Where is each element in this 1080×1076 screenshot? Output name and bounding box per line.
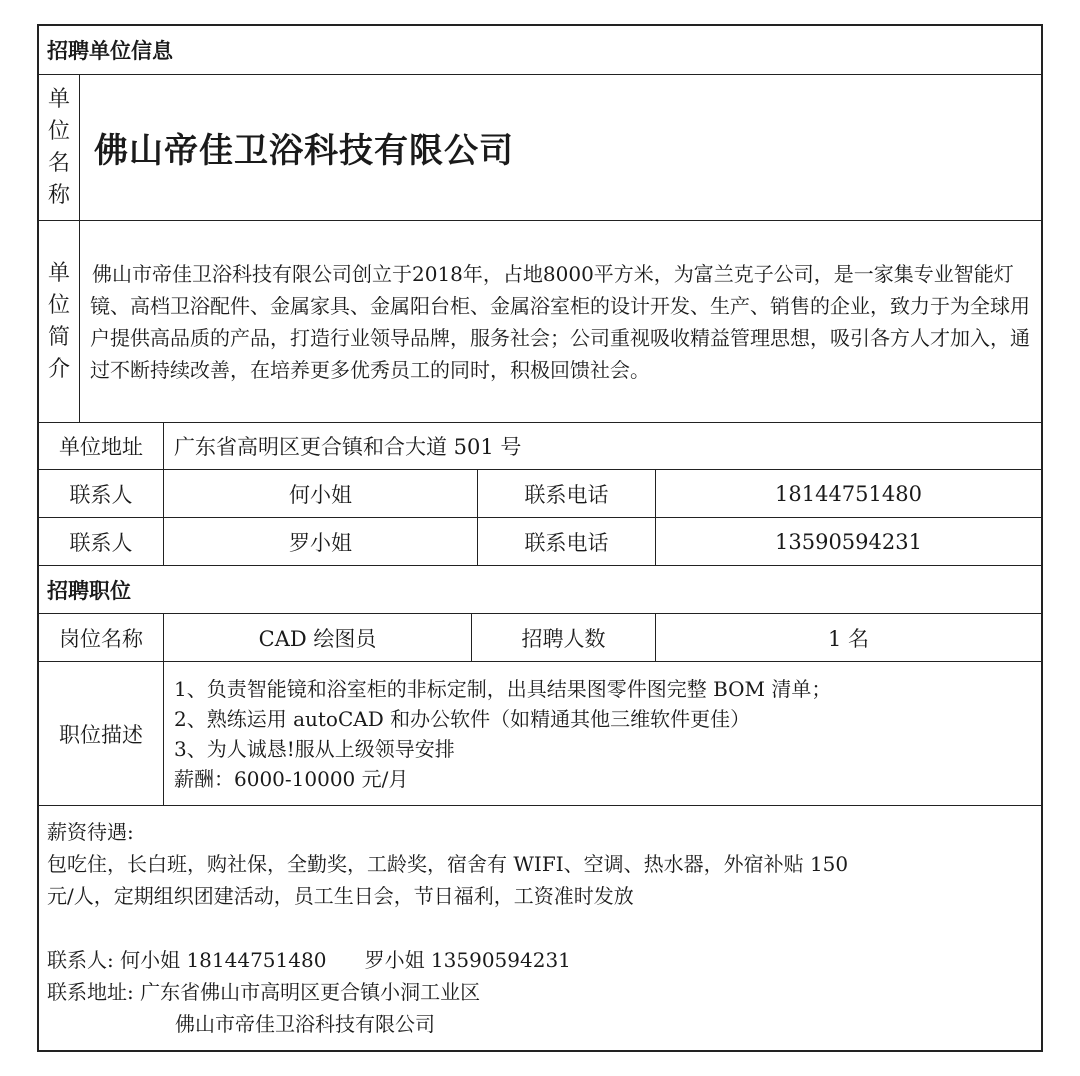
contact-label: 联系人 [69,482,133,507]
contact-name: 何小姐 [163,470,477,517]
contact-phone: 18144751480 [655,470,1041,517]
job-desc-line: 2、熟练运用 autoCAD 和办公软件（如精通其他三维软件更佳） [174,706,751,731]
position-row [39,613,1041,661]
company-name-row [39,74,1041,220]
label-char: 位 [47,118,70,144]
jobs-section-heading: 招聘职位 [47,578,131,603]
position-name-value: CAD 绘图员 [163,614,471,661]
contact-row-2 [39,517,1041,565]
company-intro-cell [79,221,1041,422]
benefits-heading: 薪资待遇: [47,820,134,844]
footer-address: 联系地址: 广东省佛山市高明区更合镇小洞工业区 [47,980,481,1004]
benefits-line: 包吃住，长白班，购社保，全勤奖，工龄奖，宿舍有 WIFI、空调、热水器，外宿补贴 150 [47,852,849,876]
company-name-value: 佛山帝佳卫浴科技有限公司 [79,75,1041,220]
headcount-label: 招聘人数 [471,614,655,661]
label-char: 简 [47,324,70,350]
contact-label: 联系人 [69,530,133,555]
label-char: 位 [47,292,70,318]
label-char: 单 [47,86,70,112]
label-char: 名 [47,150,70,176]
job-desc-line: 1、负责智能镜和浴室柜的非标定制，出具结果图零件图完整 BOM 清单； [174,676,832,701]
contact-phone: 13590594231 [655,518,1041,565]
benefits-line: 元/人，定期组织团建活动，员工生日会，节日福利，工资准时发放 [47,884,634,908]
job-desc-cell [163,662,1041,805]
company-section-row [39,26,1041,74]
salary-line: 薪酬：6000-10000 元/月 [174,766,409,791]
headcount-value: 1 名 [655,614,1041,661]
label-char: 称 [47,182,70,208]
company-intro-row [39,220,1041,422]
address-value: 广东省高明区更合镇和合大道 501 号 [163,423,1041,469]
phone-label: 联系电话 [477,470,655,517]
spacer [47,912,1033,944]
footer-company: 佛山市帝佳卫浴科技有限公司 [175,1012,435,1036]
job-desc-line: 3、为人诚恳!服从上级领导安排 [174,736,455,761]
contact-row-1 [39,469,1041,517]
benefits-block [47,816,1033,1040]
recruitment-form [37,24,1043,1052]
job-desc-list [164,674,831,794]
company-intro-label [39,221,79,422]
job-desc-row [39,661,1041,805]
company-intro-text: 佛山市帝佳卫浴科技有限公司创立于2018年，占地8000平方米，为富兰克子公司，是一家集专业智能灯镜、高档卫浴配件、金属家具、金属阳台柜、金属浴室柜的设计开发、生产、销售的企业，致力于为全球用户提供高品质的产品，打造行业领导品牌，服务社会；公司重视吸收精益管理思想，吸引各方人才加入，通过不断持续改善，在培养更多优秀员工的同时，积极回馈社会。 [90,261,1030,382]
label-char: 介 [47,356,70,382]
address-label: 单位地址 [59,435,143,459]
job-desc-label: 职位描述 [59,722,143,747]
company-section-heading: 招聘单位信息 [47,39,173,63]
jobs-section-row [39,565,1041,613]
phone-label: 联系电话 [477,518,655,565]
address-row [39,422,1041,469]
position-name-label: 岗位名称 [59,626,143,651]
label-char: 单 [47,260,70,286]
company-name-label [39,75,79,220]
contact-name: 罗小姐 [163,518,477,565]
footer-contacts: 联系人: 何小姐 18144751480 罗小姐 13590594231 [47,948,571,972]
benefits-row [39,805,1041,1050]
